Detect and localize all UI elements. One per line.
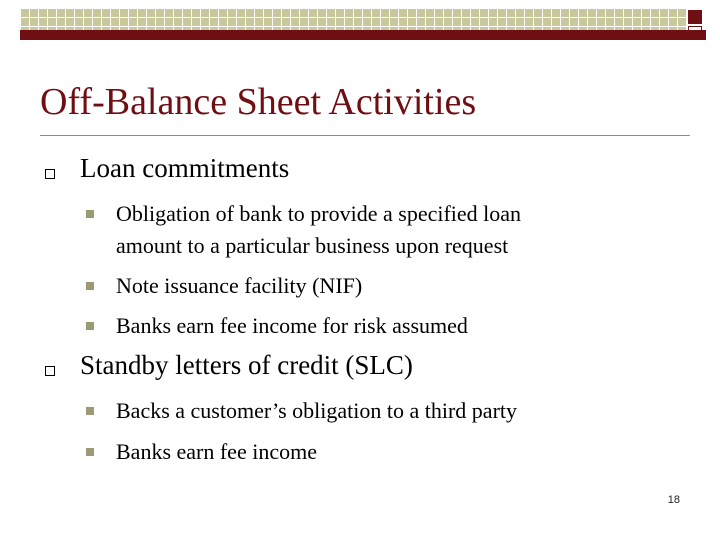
hollow-square-bullet-icon — [45, 366, 55, 376]
sub-bullet-obligation-line2: amount to a particular business upon request — [116, 233, 509, 258]
slide-title: Off-Balance Sheet Activities — [40, 81, 477, 123]
filled-square-bullet-icon — [86, 448, 94, 456]
bullet-standby-letters: Standby letters of credit (SLC) — [80, 350, 413, 380]
sub-bullet-fee-risk: Banks earn fee income for risk assumed — [116, 313, 468, 338]
filled-square-bullet-icon — [86, 210, 94, 218]
sub-bullet-backs-customer: Backs a customer’s obligation to a third party — [116, 398, 518, 423]
filled-square-bullet-icon — [86, 282, 94, 290]
sub-bullet-nif: Note issuance facility (NIF) — [116, 273, 363, 298]
hollow-square-bullet-icon — [45, 169, 55, 179]
filled-square-bullet-icon — [86, 407, 94, 415]
bullet-loan-commitments: Loan commitments — [80, 153, 290, 183]
filled-square-bullet-icon — [86, 322, 94, 330]
page-number: 18 — [667, 494, 680, 506]
sub-bullet-obligation-line1: Obligation of bank to provide a specified loan — [116, 201, 522, 226]
sub-bullet-fee-income: Banks earn fee income — [116, 439, 317, 464]
